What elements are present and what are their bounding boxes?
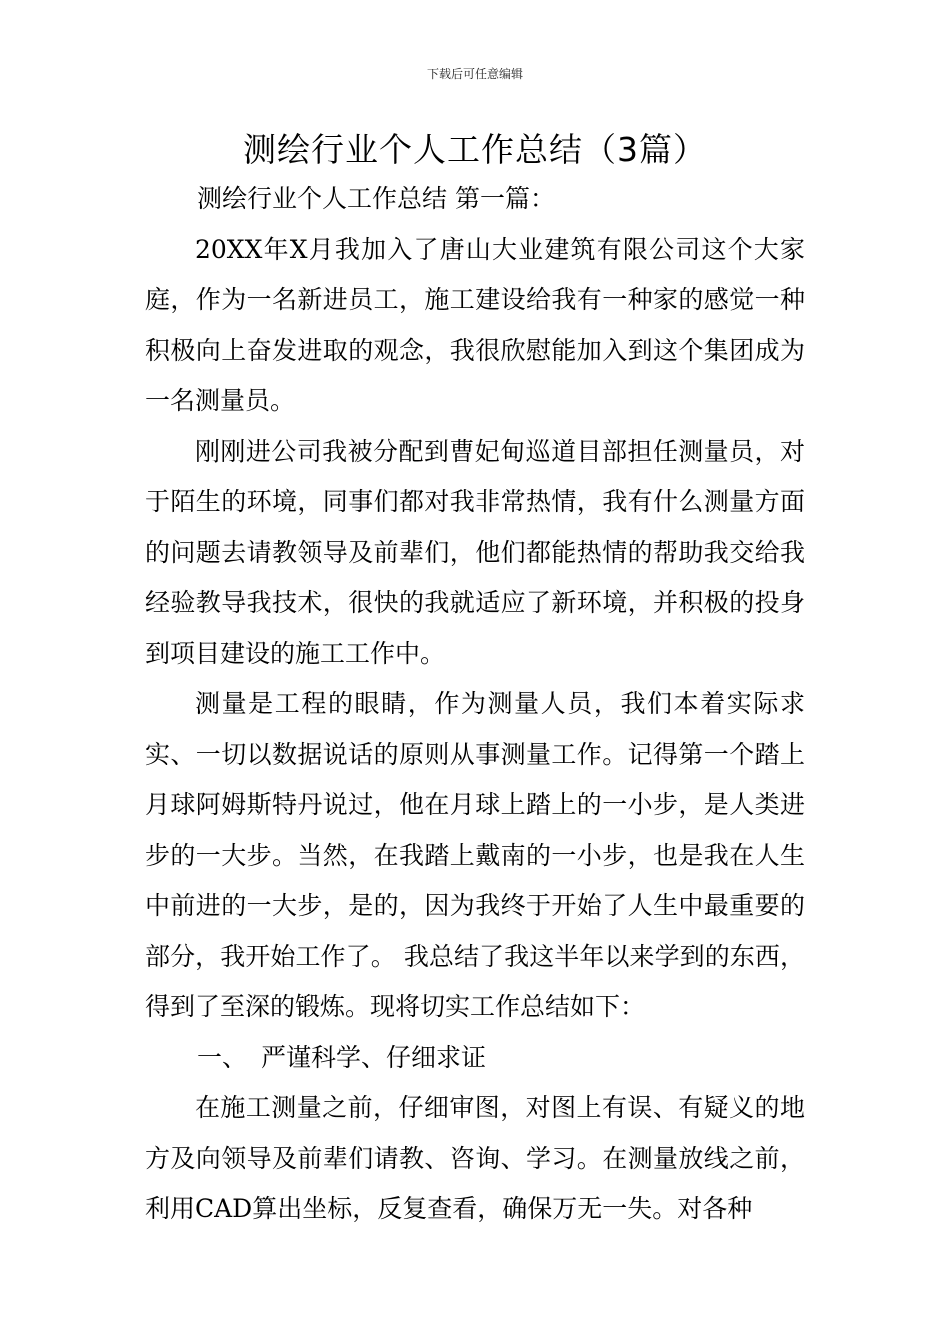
paragraph-1: 20XX年X月我加入了唐山大业建筑有限公司这个大家庭，作为一名新进员工，施工建设给我有一种家的感觉一种积极向上奋发进取的观念，我很欣慰能加入到这个集团成为一名测量员。 [145,234,805,415]
section-number: 一、 [197,1042,248,1072]
article-intro: 测绘行业个人工作总结 第一篇： [197,184,555,213]
document-body [145,174,805,1235]
document-title: 测绘行业个人工作总结（3篇） [243,130,707,169]
section-title: 严谨科学、仔细求证 [261,1042,487,1072]
section-heading-1 [145,1033,805,1084]
paragraph-2: 刚刚进公司我被分配到曹妃甸巡道目部担任测量员，对于陌生的环境，同事们都对我非常热情，我有什么测量方面的问题去请教领导及前辈们，他们都能热情的帮助我交给我经验教导我技术，很快的我就适应了新环境，并积极的投身到项目建设的施工工作中。 [145,436,805,668]
page-header-note: 下载后可任意编辑 [426,67,523,81]
paragraph-3: 测量是工程的眼睛，作为测量人员，我们本着实际求实、一切以数据说话的原则从事测量工作。记得第一个踏上月球阿姆斯特丹说过，他在月球上踏上的一小步，是人类进步的一大步。当然，在我踏上戴南的一小步，也是我在人生中前进的一大步，是的，因为我终于开始了人生中最重要的部分，我开始工作了。 我总结了我这半年以来学到的东西，得到了至深的锻炼。现将切实工作总结如下： [145,689,805,1021]
paragraph-4: 在施工测量之前，仔细审图，对图上有误、有疑义的地方及向领导及前辈们请教、咨询、学习。在测量放线之前，利用CAD算出坐标，反复查看，确保万无一失。对各种 [145,1093,805,1223]
